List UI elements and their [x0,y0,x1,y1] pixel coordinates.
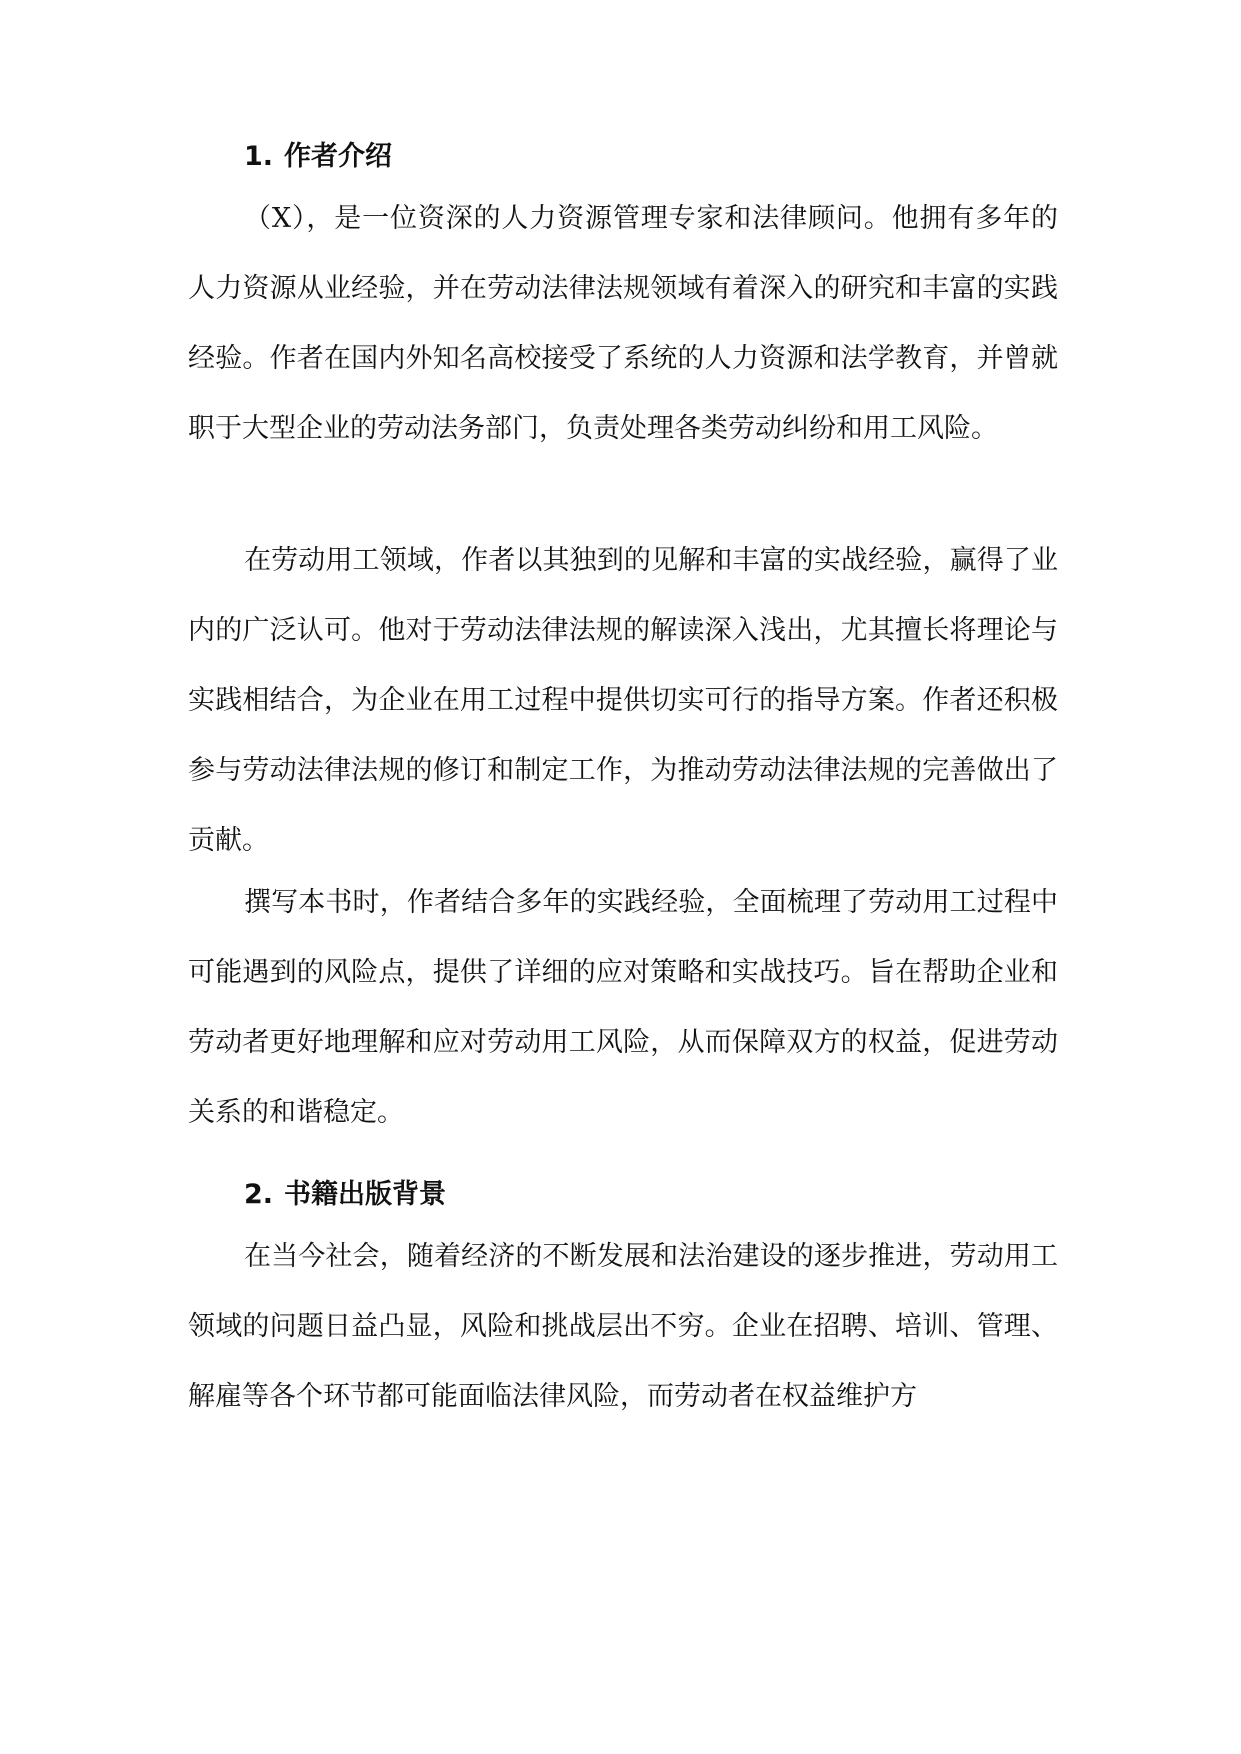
paragraph: 在当今社会，随着经济的不断发展和法治建设的逐步推进，劳动用工领域的问题日益凸显，风险和挑战层出不穷。企业在招聘、培训、管理、解雇等各个环节都可能面临法律风险，而劳动者在权益维护方 [188,1241,1058,1412]
section-heading [244,137,392,177]
section-title: 作者介绍 [284,141,392,172]
paragraph: （X），是一位资深的人力资源管理专家和法律顾问。他拥有多年的人力资源从业经验，并在劳动法律法规领域有着深入的研究和丰富的实践经验。作者在国内外知名高校接受了系统的人力资源和法学教育，并曾就职于大型企业的劳动法务部门，负责处理各类劳动纠纷和用工风险。 [188,203,1058,444]
paragraph: 撰写本书时，作者结合多年的实践经验，全面梳理了劳动用工过程中可能遇到的风险点，提供了详细的应对策略和实战技巧。旨在帮助企业和劳动者更好地理解和应对劳动用工风险，从而保障双方的权益，促进劳动关系的和谐稳定。 [188,887,1058,1128]
section-number: 2. [244,1179,274,1210]
section-heading [244,1175,446,1215]
section-number: 1. [244,141,274,172]
section-title: 书籍出版背景 [284,1179,446,1210]
paragraph: 在劳动用工领域，作者以其独到的见解和丰富的实战经验，赢得了业内的广泛认可。他对于劳动法律法规的解读深入浅出，尤其擅长将理论与实践相结合，为企业在用工过程中提供切实可行的指导方案。作者还积极参与劳动法律法规的修订和制定工作，为推动劳动法律法规的完善做出了贡献。 [188,545,1058,856]
